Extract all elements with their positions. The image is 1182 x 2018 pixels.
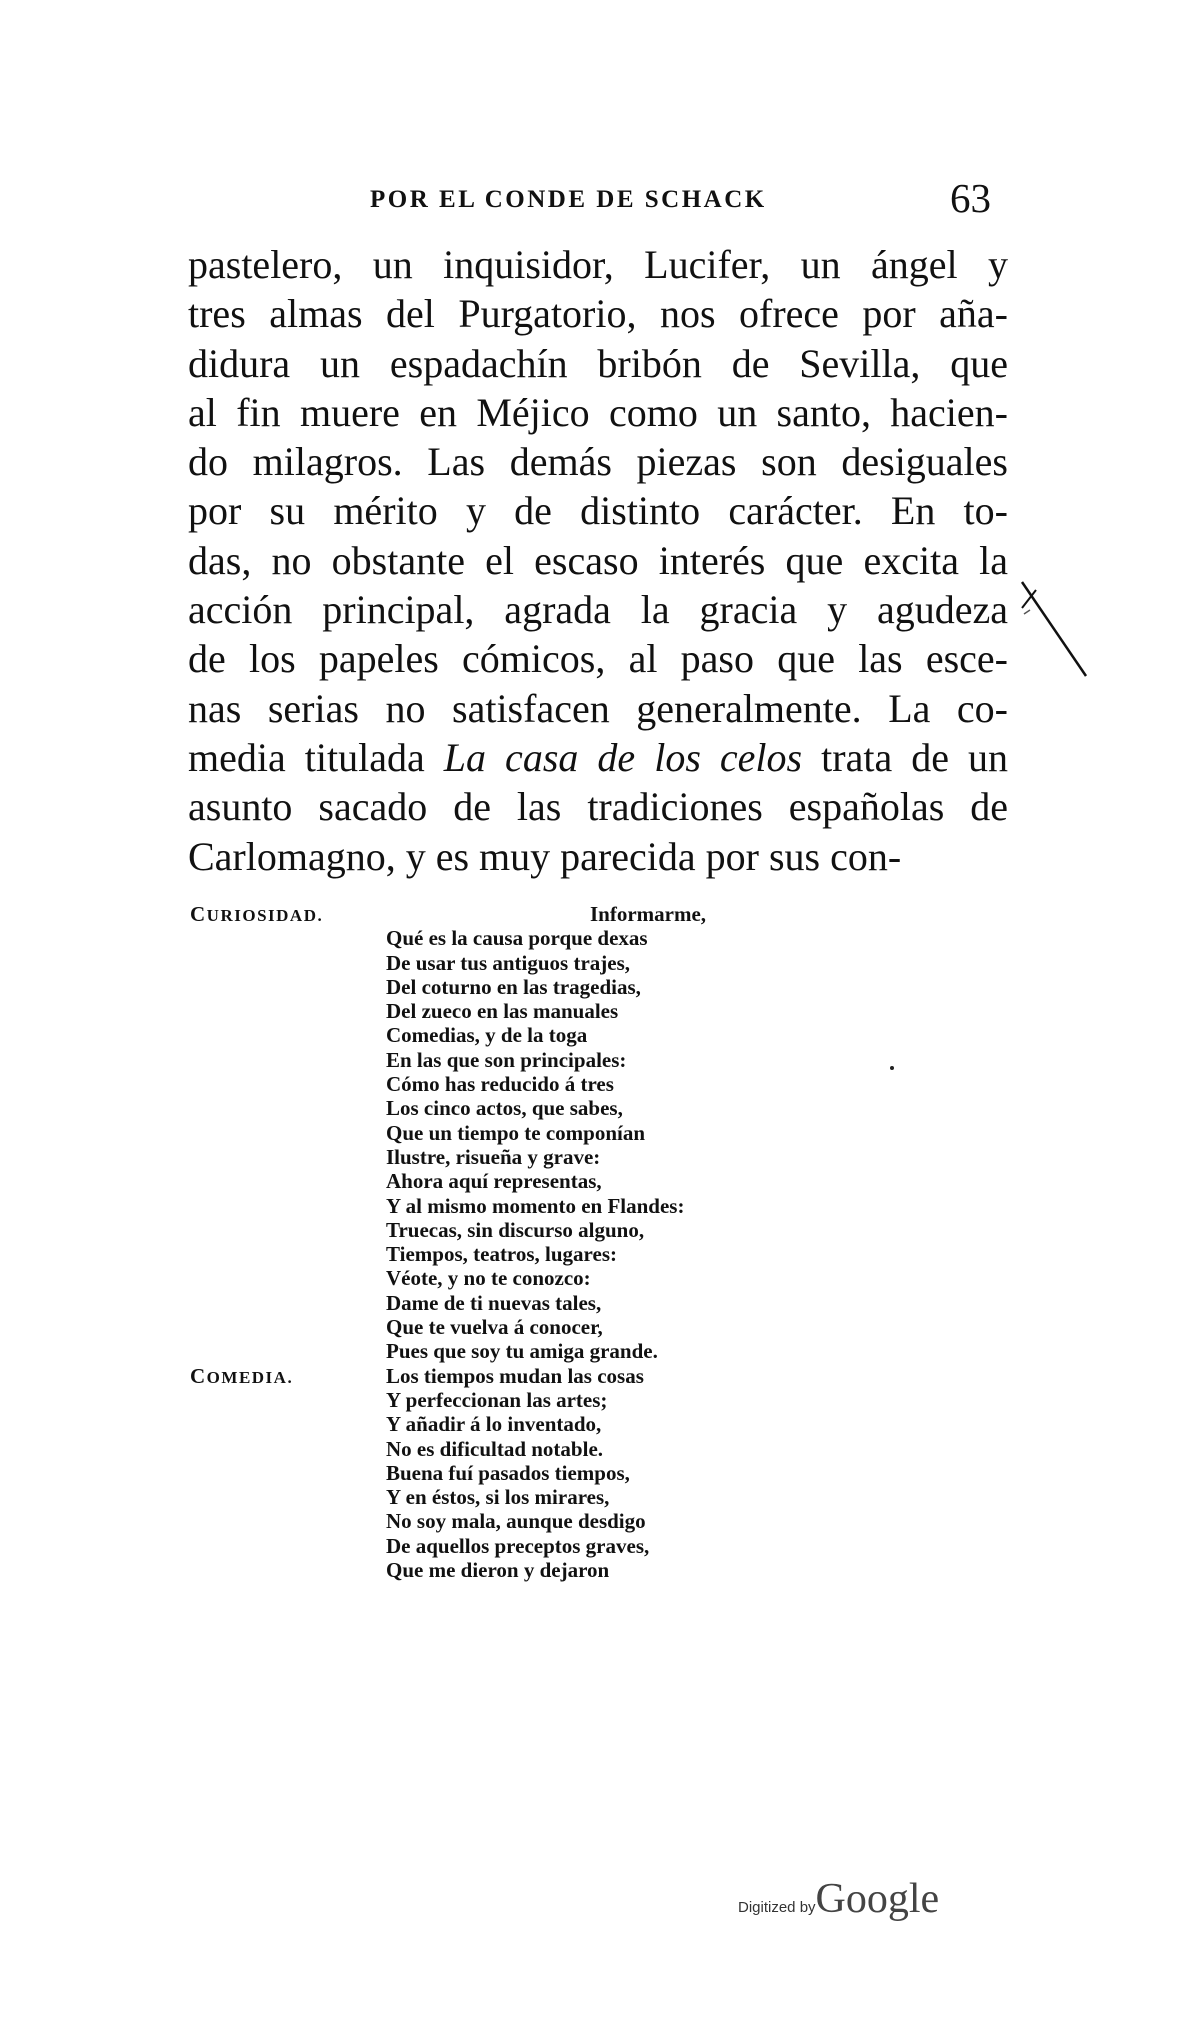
digitized-by-google <box>738 1875 939 1923</box>
verse-line <box>190 1558 830 1582</box>
verse-line-text: Ilustre, risueña y grave: <box>386 1144 601 1169</box>
prose-line: asunto sacado de las tradiciones españolas de <box>188 784 1008 830</box>
verse-line <box>190 1412 830 1436</box>
verse-line <box>190 999 830 1023</box>
verse-line <box>190 1339 830 1363</box>
prose-line: por su mérito y de distinto carácter. En to- <box>188 488 1008 534</box>
verse-line-text: De usar tus antiguos trajes, <box>386 950 631 975</box>
verse-quotation <box>190 902 830 1582</box>
verse-line <box>190 975 830 999</box>
verse-line-text: Comedias, y de la toga <box>386 1023 588 1048</box>
verse-line-text: Y al mismo momento en Flandes: <box>386 1193 685 1218</box>
verse-line-with-speaker <box>190 1364 830 1388</box>
running-header: POR EL CONDE DE SCHACK <box>370 186 767 213</box>
verse-line-text: Y perfeccionan las artes; <box>386 1387 608 1412</box>
prose-line: acción principal, agrada la gracia y agudeza <box>188 587 1008 633</box>
verse-line <box>190 926 830 950</box>
prose-line-with-title <box>188 733 1008 782</box>
verse-line <box>190 1534 830 1558</box>
verse-line-text: De aquellos preceptos graves, <box>386 1533 650 1558</box>
verse-line <box>190 1388 830 1412</box>
prose-line: didura un espadachín bribón de Sevilla, que <box>188 340 1008 386</box>
verse-line-text: Pues que soy tu amiga grande. <box>386 1339 658 1364</box>
verse-line-text: Del coturno en las tragedias, <box>386 974 641 999</box>
verse-line <box>190 1096 830 1120</box>
prose-line: das, no obstante el escaso interés que excita la <box>188 537 1008 583</box>
prose-line: pastelero, un inquisidor, Lucifer, un ángel y <box>188 242 1008 287</box>
google-logo: Google <box>815 1876 940 1922</box>
margin-pen-mark-icon <box>1020 580 1090 680</box>
prose-line: tres almas del Purgatorio, nos ofrece por aña- <box>188 291 1008 337</box>
verse-line <box>190 1461 830 1485</box>
verse-line-text: Truecas, sin discurso alguno, <box>386 1217 645 1242</box>
play-title: La casa de los celos <box>443 734 803 780</box>
verse-line-text: Dame de ti nuevas tales, <box>386 1290 602 1315</box>
prose-line: nas serias no satisfacen generalmente. La co- <box>188 685 1008 731</box>
prose-line: do milagros. Las demás piezas son desiguales <box>188 439 1008 485</box>
verse-line-text: Que me dieron y dejaron <box>386 1558 610 1583</box>
verse-line <box>190 1145 830 1169</box>
verse-line <box>190 1121 830 1145</box>
verse-line-text: No soy mala, aunque desdigo <box>386 1509 646 1534</box>
verse-line <box>190 1485 830 1509</box>
verse-line <box>190 1218 830 1242</box>
verse-line <box>190 951 830 975</box>
verse-line-text: Buena fuí pasados tiempos, <box>386 1460 630 1485</box>
verse-line-text: Ahora aquí representas, <box>386 1169 602 1194</box>
verse-line-text: Que un tiempo te componían <box>386 1120 646 1145</box>
prose-line-start: media titulada <box>188 734 425 780</box>
speaker-label: CURIOSIDAD. <box>190 902 324 926</box>
verse-line <box>190 1242 830 1266</box>
verse-line-with-speaker <box>190 902 830 926</box>
verse-line-text: En las que son principales: <box>386 1047 627 1072</box>
digitized-label: Digitized by <box>738 1899 816 1916</box>
verse-line <box>190 1266 830 1290</box>
prose-line: al fin muere en Méjico como un santo, hacien- <box>188 389 1008 435</box>
verse-line-text: Informarme, <box>590 902 707 926</box>
stray-dot <box>890 1066 894 1070</box>
verse-line-text: Y en éstos, si los mirares, <box>386 1485 610 1510</box>
page-number: 63 <box>950 175 991 221</box>
verse-line-text: Y añadir á lo inventado, <box>386 1412 602 1437</box>
verse-line <box>190 1194 830 1218</box>
verse-line-text: Qué es la causa porque dexas <box>386 926 648 951</box>
verse-line-text: Tiempos, teatros, lugares: <box>386 1242 617 1267</box>
verse-line-text: Los cinco actos, que sabes, <box>386 1096 623 1121</box>
verse-line <box>190 1437 830 1461</box>
verse-line-text: Cómo has reducido á tres <box>386 1072 614 1097</box>
verse-line-text: No es dificultad notable. <box>386 1436 604 1461</box>
verse-line <box>190 1509 830 1533</box>
verse-line <box>190 1048 830 1072</box>
verse-line-text: Del zueco en las manuales <box>386 999 619 1024</box>
prose-line-end: trata de un <box>821 734 1009 780</box>
verse-line <box>190 1072 830 1096</box>
verse-line-text: Véote, y no te conozco: <box>386 1266 591 1291</box>
verse-line <box>190 1315 830 1339</box>
prose-line: Carlomagno, y es muy parecida por sus con- <box>188 833 902 879</box>
verse-line-text: Los tiempos mudan las cosas <box>386 1363 644 1388</box>
verse-line <box>190 1291 830 1315</box>
verse-line-text: Que te vuelva á conocer, <box>386 1315 603 1340</box>
verse-line <box>190 1169 830 1193</box>
verse-line <box>190 1023 830 1047</box>
prose-line: de los papeles cómicos, al paso que las esce- <box>188 636 1008 682</box>
prose-paragraph <box>188 240 1008 881</box>
speaker-label: COMEDIA. <box>190 1363 294 1388</box>
